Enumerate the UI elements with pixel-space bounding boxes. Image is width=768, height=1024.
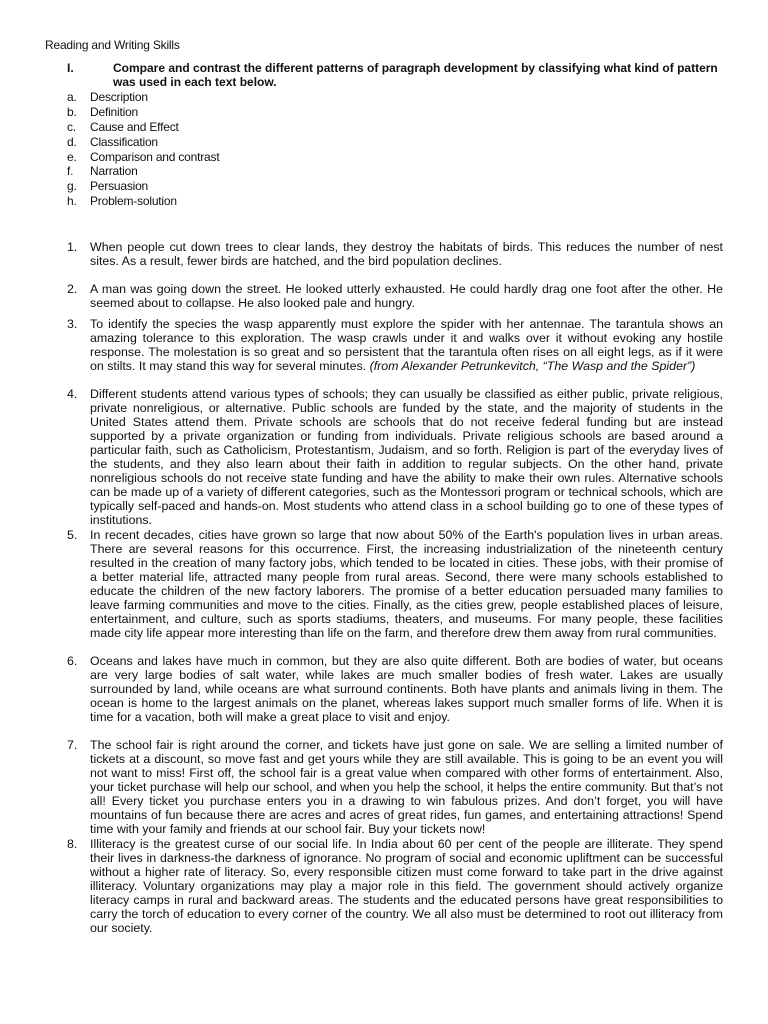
item-number: 8.: [67, 837, 78, 851]
item-number: 6.: [67, 654, 78, 668]
item-number: 3.: [67, 317, 78, 331]
choice-label: Description: [90, 90, 148, 104]
item-number: 5.: [67, 528, 78, 542]
choice-letter: b.: [67, 104, 77, 119]
text-item-7: [67, 739, 723, 837]
item-number: 7.: [67, 738, 78, 752]
choice-letter: g.: [67, 179, 77, 194]
text-item-4: [67, 388, 723, 528]
choice-letter: a.: [67, 90, 77, 104]
item-paragraph: [90, 318, 723, 374]
item-citation: (from Alexander Petrunkevitch, “The Wasp and the Spider”): [369, 358, 696, 373]
text-item-5: [67, 529, 723, 641]
text-item-6: [67, 655, 723, 725]
choice-letter: d.: [67, 134, 77, 149]
text-item-2: [67, 283, 723, 311]
item-paragraph: The school fair is right around the corner, and tickets have just gone on sale. We are selling a limited number of tickets at a discount, so move fast and get yours while they are still available. This is going to be an event you will not want to miss! First off, the school fair is a great value when compared with other forms of entertainment. Also, your ticket purchase will help our school, and when you help the school, it helps the entire community. But that’s not all! Every ticket you purchase enters you in a drawing to win fabulous prizes. And don’t forget, you will have mountains of fun because there are acres and acres of great rides, fun games, and entertaining attractions! Spend time with your family and friends at our school fair. Buy your tickets now!: [90, 738, 723, 836]
text-item-8: [67, 838, 723, 936]
choice-letter: e.: [67, 149, 77, 164]
instruction-text: Compare and contrast the different patterns of paragraph development by classifying what kind of pattern was used in each text below.: [113, 61, 718, 89]
choice-label: Cause and Effect: [90, 119, 179, 134]
item-paragraph: When people cut down trees to clear lands, they destroy the habitats of birds. This reduces the number of nest sites. As a result, fewer birds are hatched, and the bird population declines.: [90, 240, 723, 268]
choice-letter: c.: [67, 119, 76, 134]
choice-label: Comparison and contrast: [90, 149, 220, 164]
choice-label: Persuasion: [90, 179, 149, 194]
choice-label: Narration: [90, 164, 138, 179]
item-paragraph: Oceans and lakes have much in common, but they are also quite different. Both are bodies of water, but oceans are very large bodies of salt water, while lakes are much smaller bodies of fresh water. Lakes are usually surrounded by land, while oceans are what surround continents. Both have plants and animals living in them. The ocean is home to the largest animals on the planet, whereas lakes support much smaller forms of life. When it is time for a vacation, both will make a great place to visit and enjoy.: [90, 654, 723, 724]
choice-label: Definition: [90, 104, 139, 119]
text-item-3: [67, 318, 723, 374]
choice-letter: f.: [67, 164, 74, 179]
item-paragraph: In recent decades, cities have grown so large that now about 50% of the Earth's population lives in urban areas. There are several reasons for this occurrence. First, the increasing industrialization of the nineteenth century resulted in the creation of many factory jobs, which tended to be located in cities. These jobs, with their promise of a better material life, attracted many people from rural areas. Second, there were many schools established to educate the children of the new factory laborers. The promise of a better education persuaded many families to leave farming communities and move to the cities. Finally, as the cities grew, people established places of leisure, entertainment, and culture, such as sports stadiums, theaters, and museums. For many people, these facilities made city life appear more interesting than life on the farm, and therefore drew them away from rural communities.: [90, 528, 723, 640]
item-number: 4.: [67, 387, 78, 401]
choice-letter: h.: [67, 194, 77, 209]
item-paragraph: Illiteracy is the greatest curse of our social life. In India about 60 per cent of the people are illiterate. They spend their lives in darkness-the darkness of ignorance. No program of social and economic upliftment can be successful without a higher rate of literacy. So, every responsible citizen must come forward to take part in the drive against illiteracy. Voluntary organizations may play a major role in this field. The government should actively organize literacy camps in rural and backward areas. The students and the educated persons have great responsibilities to carry the torch of education to every corner of the country. We all also must be determined to root out illiteracy from our society.: [90, 837, 723, 935]
choice-label: Classification: [90, 134, 158, 149]
choice-label: Problem-solution: [90, 194, 177, 209]
item-number: 1.: [67, 240, 78, 254]
item-paragraph: Different students attend various types of schools; they can usually be classified as either public, private religious, private nonreligious, or alternative. Public schools are funded by the state, and the majority of students in the United States attend them. Private schools are schools that do not receive federal funding but are instead supported by a private organization or funding from individuals. Private religious schools are based around a particular faith, such as Catholicism, Protestantism, Judaism, and so forth. Religion is part of the everyday lives of the students, and they also learn about their faith in addition to regular subjects. On the other hand, private nonreligious schools do not receive state funding and have the ability to make their own rules. Alternative schools can be made up of a variety of different categories, such as the Montessori program or technical schools, which are typically self-paced and hands-on. Most students who attend class in a school building go to one of these types of institutions.: [90, 387, 723, 527]
item-number: 2.: [67, 282, 78, 296]
item-paragraph: A man was going down the street. He looked utterly exhausted. He could hardly drag one foot after the other. He seemed about to collapse. He also looked pale and hungry.: [90, 282, 723, 310]
item-text: To identify the species the wasp apparently must explore the spider with her antennae. The tarantula shows an amazing tolerance to this exploration. The wasp crawls under it and walks over it without evoking any hostile response. The molestation is so great and so persistent that the tarantula often rises on all eight legs, as if it were on stilts. It may stand this way for several minutes.: [90, 317, 723, 373]
instruction-number: I.: [67, 61, 74, 75]
instruction: [67, 61, 723, 89]
document-header: Reading and Writing Skills: [45, 38, 180, 52]
text-item-1: [67, 241, 723, 269]
